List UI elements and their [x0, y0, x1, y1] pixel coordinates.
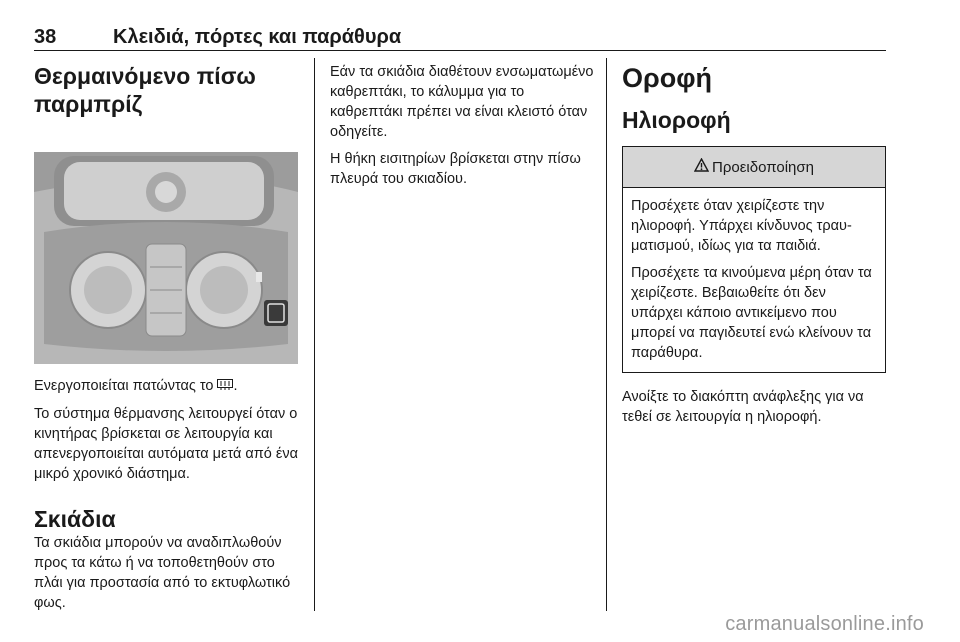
- heating-paragraph: Το σύστημα θέρμανσης λειτουργεί όταν ο κινητήρας βρίσκεται σε λειτουργία και απενεργοποιείται αυτόματα μετά από ένα μικρό χρονικό διάστημα.: [34, 406, 298, 482]
- sun-visors-heading: Σκιάδια: [34, 506, 116, 532]
- watermark: carmanualsonline.info: [725, 613, 924, 635]
- rear-defrost-icon: [217, 377, 233, 397]
- right-column: [622, 62, 886, 434]
- heated-rear-window-heading: Θερμαινόμενο πίσω παρμπρίζ: [34, 63, 256, 117]
- header-divider: [34, 50, 886, 51]
- ignition-paragraph: Ανοίξτε το διακόπτη ανάφλεξης για να τεθεί σε λειτουργία η ηλιοροφή.: [622, 389, 864, 425]
- warning-box: [622, 146, 886, 373]
- warning-body: [623, 188, 885, 372]
- ticket-holder-paragraph: Η θήκη εισιτηρίων βρίσκεται στην πίσω πλευρά του σκιαδίου.: [330, 151, 581, 187]
- sun-visors-paragraph: Τα σκιάδια μπορούν να αναδιπλωθούν προς τα κάτω ή να τοποθετηθούν στο πλάι για προστασία από το εκτυφλωτικό φως.: [34, 535, 291, 611]
- vanity-mirror-paragraph: Εάν τα σκιάδια διαθέτουν ενσωματωμένο καθρεπτάκι, το κάλυμμα για το καθρεπτάκι πρέπει να είναι κλειστό όταν οδηγείτε.: [330, 64, 594, 140]
- column-divider: [606, 58, 607, 611]
- spacer: [34, 491, 304, 505]
- activation-text-end: .: [233, 378, 238, 394]
- middle-column: [330, 62, 596, 196]
- left-column: [34, 62, 304, 620]
- page-number: 38: [34, 26, 57, 48]
- activation-text: Ενεργοποιείται πατώντας το: [34, 378, 214, 394]
- page-header: [34, 26, 886, 50]
- warning-triangle-icon: [694, 158, 709, 176]
- column-divider: [314, 58, 315, 611]
- warning-paragraph: Προσέχετε τα κινούμενα μέρη όταν τα χειρίζεστε. Βεβαιωθείτε ότι δεν υπάρχει κάποιο αντικείμενο που μπορεί να παγιδευτεί ενώ κλείνουν τα παράθυρα.: [631, 265, 872, 361]
- warning-title: Προειδοποίηση: [712, 158, 814, 176]
- warning-paragraph: Προσέχετε όταν χειρίζεστε την ηλιοροφή. Υπάρχει κίνδυνος τραυματισμού, ιδίως για τα παιδιά.: [631, 198, 852, 254]
- warning-header: [623, 147, 885, 188]
- sunroof-heading: Ηλιοροφή: [622, 107, 731, 133]
- chapter-title: Κλειδιά, πόρτες και παράθυρα: [113, 26, 402, 48]
- console-photo: [34, 152, 298, 364]
- roof-heading: Οροφή: [622, 63, 713, 93]
- console-illustration: [34, 152, 298, 364]
- activation-paragraph: [34, 376, 304, 397]
